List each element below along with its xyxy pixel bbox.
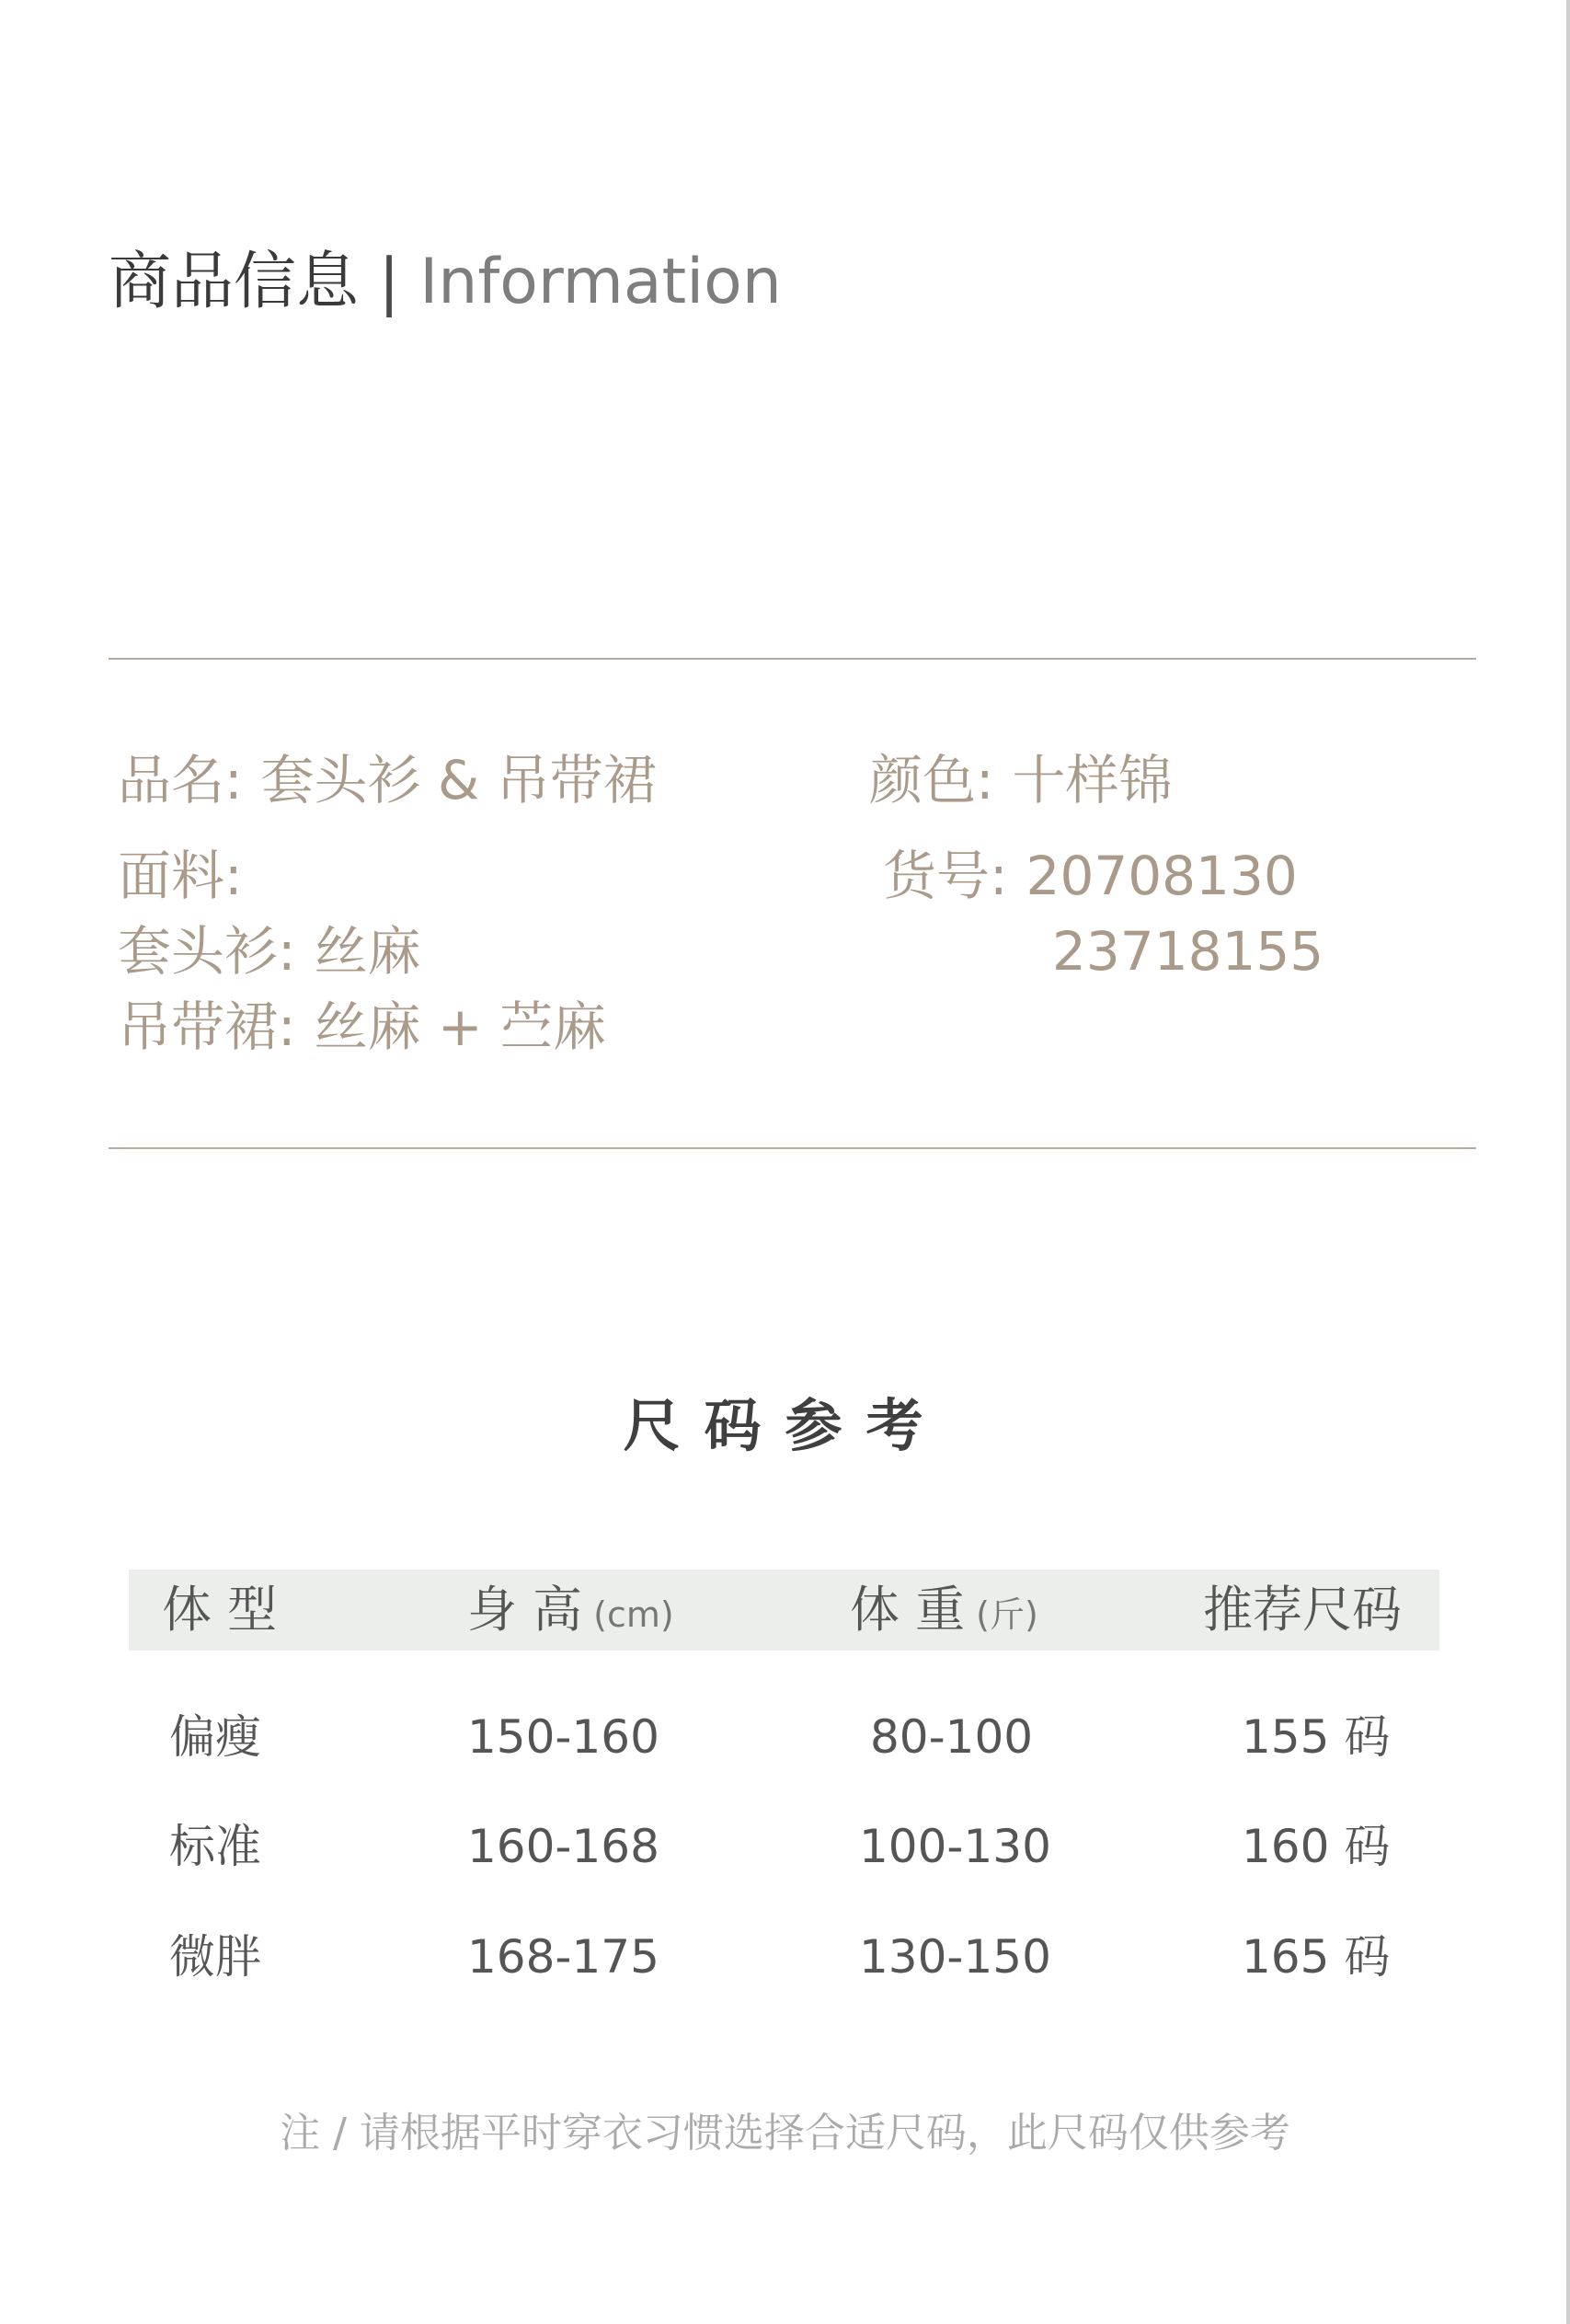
table-cell-size: 155 码 bbox=[1242, 1710, 1391, 1764]
table-cell-height: 168-175 bbox=[467, 1930, 659, 1984]
title-separator: | bbox=[378, 246, 400, 318]
fabric-slipdress-label: 吊带裙: bbox=[118, 995, 296, 1058]
table-cell-body-type: 偏瘦 bbox=[169, 1710, 261, 1764]
table-cell-height: 150-160 bbox=[467, 1710, 659, 1764]
header-body-type: 体 型 bbox=[162, 1581, 278, 1639]
header-weight bbox=[850, 1570, 1038, 1651]
size-table-header bbox=[129, 1570, 1439, 1651]
header-recommended-size: 推荐尺码 bbox=[1203, 1581, 1402, 1639]
color-row bbox=[869, 743, 1173, 817]
table-cell-size: 160 码 bbox=[1242, 1820, 1391, 1873]
table-cell-weight: 80-100 bbox=[870, 1710, 1034, 1764]
header-weight-label: 体 重 bbox=[850, 1581, 966, 1639]
table-cell-height: 160-168 bbox=[467, 1820, 659, 1873]
item-number-value-1: 20708130 bbox=[1026, 845, 1298, 907]
page-edge-border bbox=[1566, 0, 1570, 2324]
fabric-pullover-label: 套头衫: bbox=[118, 920, 296, 983]
header-weight-unit: (斤) bbox=[976, 1594, 1038, 1635]
table-cell-body-type: 标准 bbox=[169, 1820, 261, 1873]
divider-top bbox=[109, 658, 1476, 660]
fabric-slipdress-value: 丝麻 + 苎麻 bbox=[314, 995, 607, 1058]
table-cell-size: 165 码 bbox=[1242, 1930, 1391, 1984]
title-english: Information bbox=[419, 246, 782, 318]
fabric-label: 面料: bbox=[118, 845, 243, 907]
color-label: 颜色: bbox=[869, 749, 994, 811]
title-chinese: 商品信息 bbox=[109, 246, 360, 318]
table-cell-body-type: 微胖 bbox=[169, 1930, 261, 1984]
table-cell-weight: 130-150 bbox=[859, 1930, 1051, 1984]
page-title bbox=[109, 241, 782, 324]
fabric-pullover-value: 丝麻 bbox=[314, 920, 421, 983]
size-note: 注 / 请根据平时穿衣习惯选择合适尺码，此尺码仅供参考 bbox=[280, 2110, 1290, 2157]
fabric-slipdress-row bbox=[118, 990, 606, 1064]
fabric-pullover-row bbox=[118, 915, 421, 988]
item-number-row bbox=[883, 839, 1298, 913]
divider-bottom bbox=[109, 1147, 1476, 1149]
product-name-row bbox=[118, 743, 657, 817]
color-value: 十样锦 bbox=[1012, 749, 1173, 811]
size-reference-title: 尺码参考 bbox=[623, 1392, 947, 1459]
item-number-value-2: 23718155 bbox=[1052, 920, 1324, 983]
item-number-label: 货号: bbox=[883, 845, 1008, 907]
header-height bbox=[467, 1570, 674, 1651]
product-name-value: 套头衫 & 吊带裙 bbox=[260, 749, 657, 811]
header-height-label: 身 高 bbox=[467, 1581, 583, 1639]
product-name-label: 品名: bbox=[118, 749, 243, 811]
table-cell-weight: 100-130 bbox=[859, 1820, 1051, 1873]
header-height-unit: (cm) bbox=[593, 1594, 674, 1635]
